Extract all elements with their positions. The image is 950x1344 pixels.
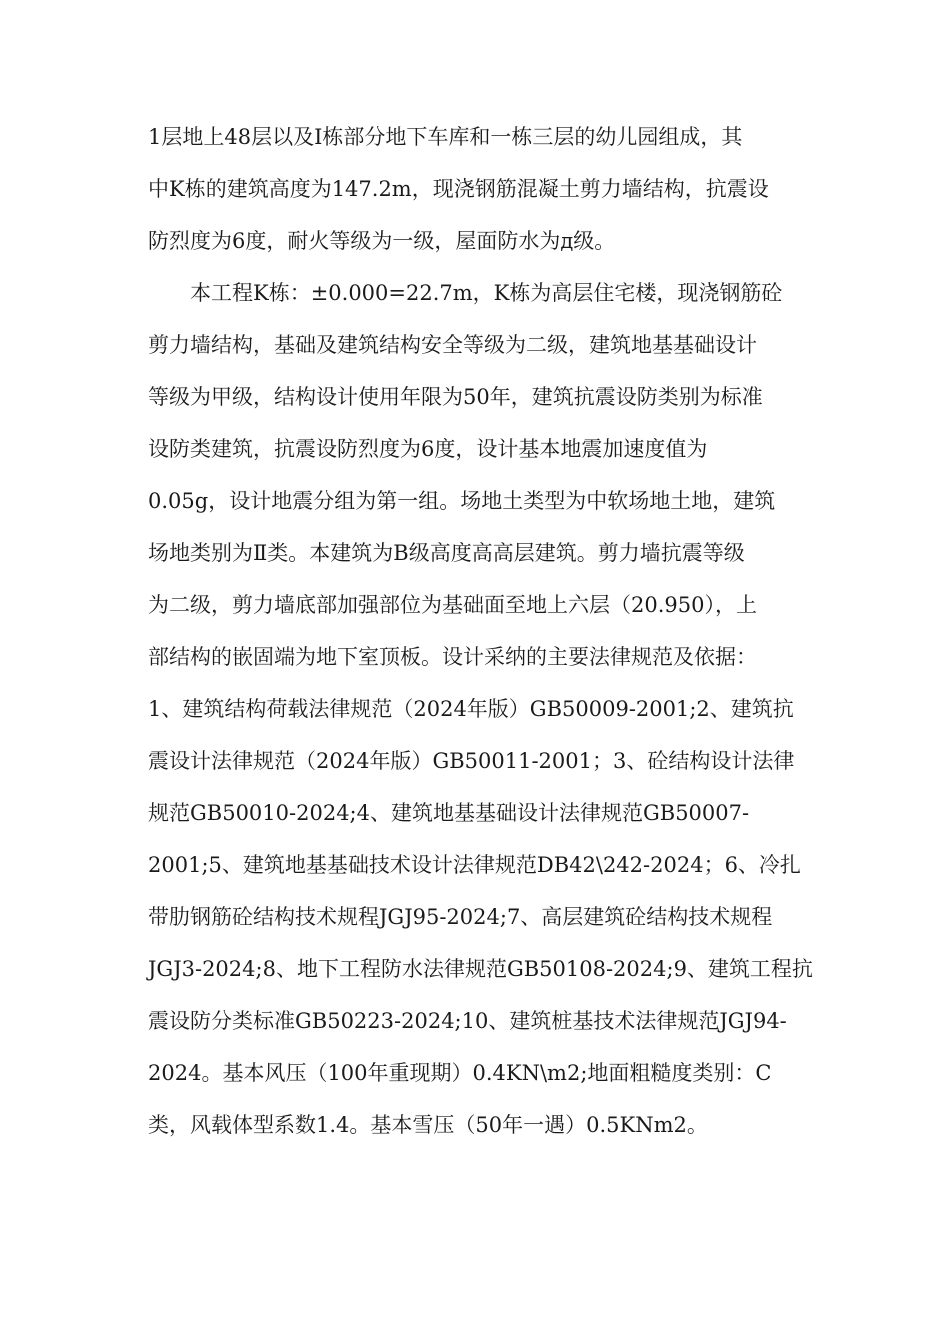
text-line: 0.05g，设计地震分组为第一组。场地土类型为中软场地土地，建筑 <box>148 489 776 513</box>
text-line: 2001;5、建筑地基基础技术设计法律规范DB42\242-2024；6、冷扎 <box>148 853 801 877</box>
text-line: 等级为甲级，结构设计使用年限为50年，建筑抗震设防类别为标准 <box>148 385 763 409</box>
paragraph-first-line: 本工程K栋：±0.000=22.7m，K栋为高层住宅楼，现浇钢筋砼 <box>190 281 783 305</box>
text-line: 1、建筑结构荷载法律规范（2024年版）GB50009-2001;2、建筑抗 <box>148 697 794 721</box>
text-line: 剪力墙结构，基础及建筑结构安全等级为二级，建筑地基基础设计 <box>148 333 757 357</box>
text-line: 规范GB50010-2024;4、建筑地基基础设计法律规范GB50007- <box>148 801 750 825</box>
text-line: 防烈度为6度，耐火等级为一级，屋面防水为д级。 <box>148 229 616 253</box>
text-line: 2024。基本风压（100年重现期）0.4KN\m2;地面粗糙度类别：C <box>148 1061 772 1085</box>
text-line: 带肋钢筋砼结构技术规程JGJ95-2024;7、高层建筑砼结构技术规程 <box>148 905 773 929</box>
text-line: JGJ3-2024;8、地下工程防水法律规范GB50108-2024;9、建筑工程抗 <box>148 957 813 981</box>
body-text <box>148 120 813 1160</box>
text-line: 中K栋的建筑高度为147.2m，现浇钢筋混凝土剪力墙结构，抗震设 <box>148 177 769 201</box>
text-line: 类，风载体型系数1.4。基本雪压（50年一遇）0.5KNm2。 <box>148 1113 708 1137</box>
text-line: 部结构的嵌固端为地下室顶板。设计采纳的主要法律规范及依据： <box>148 645 757 669</box>
text-line: 震设计法律规范（2024年版）GB50011-2001；3、砼结构设计法律 <box>148 749 795 773</box>
text-line: 设防类建筑，抗震设防烈度为6度，设计基本地震加速度值为 <box>148 437 708 461</box>
text-line: 场地类别为Ⅱ类。本建筑为B级高度高高层建筑。剪力墙抗震等级 <box>148 541 745 565</box>
text-line: 1层地上48层以及I栋部分地下车库和一栋三层的幼儿园组成，其 <box>148 125 743 149</box>
text-line: 震设防分类标准GB50223-2024;10、建筑桩基技术法律规范JGJ94- <box>148 1009 787 1033</box>
text-line: 为二级，剪力墙底部加强部位为基础面至地上六层（20.950），上 <box>148 593 757 617</box>
